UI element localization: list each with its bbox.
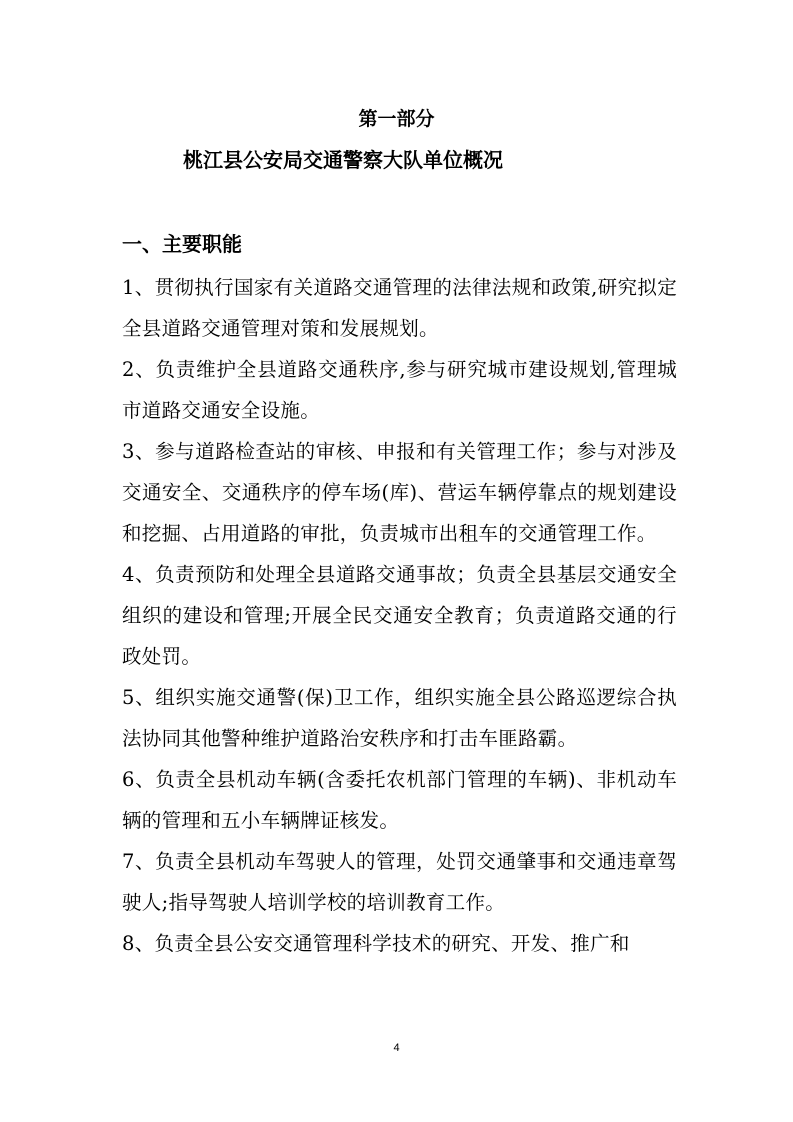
paragraph: 6、负责全县机动车辆(含委托农机部门管理的车辆)、非机动车辆的管理和五小车辆牌证核发。 xyxy=(122,768,677,832)
paragraph: 1、贯彻执行国家有关道路交通管理的法律法规和政策,研究拟定全县道路交通管理对策和发展规划。 xyxy=(122,276,677,340)
paragraph: 3、参与道路检查站的审核、申报和有关管理工作；参与对涉及交通安全、交通秩序的停车场(库)、营运车辆停靠点的规划建设和挖掘、占用道路的审批，负责城市出租车的交通管理工作。 xyxy=(122,440,677,545)
paragraph: 8、负责全县公安交通管理科学技术的研究、开发、推广和 xyxy=(122,932,630,955)
paragraph: 4、负责预防和处理全县道路交通事故；负责全县基层交通安全组织的建设和管理;开展全民交通安全教育；负责道路交通的行政处罚。 xyxy=(122,563,677,668)
paragraph: 7、负责全县机动车驾驶人的管理，处罚交通肇事和交通违章驾驶人;指导驾驶人培训学校的培训教育工作。 xyxy=(122,850,677,914)
body-text xyxy=(122,267,677,964)
section-heading: 一、主要职能 xyxy=(122,232,242,256)
paragraph: 5、组织实施交通警(保)卫工作，组织实施全县公路巡逻综合执法协同其他警种维护道路治安秩序和打击车匪路霸。 xyxy=(122,686,677,750)
page-number: 4 xyxy=(393,1042,400,1054)
paragraph: 2、负责维护全县道路交通秩序,参与研究城市建设规划,管理城市道路交通安全设施。 xyxy=(122,358,677,422)
unit-title: 桃江县公安局交通警察大队单位概况 xyxy=(183,148,503,172)
part-title: 第一部分 xyxy=(358,108,435,130)
